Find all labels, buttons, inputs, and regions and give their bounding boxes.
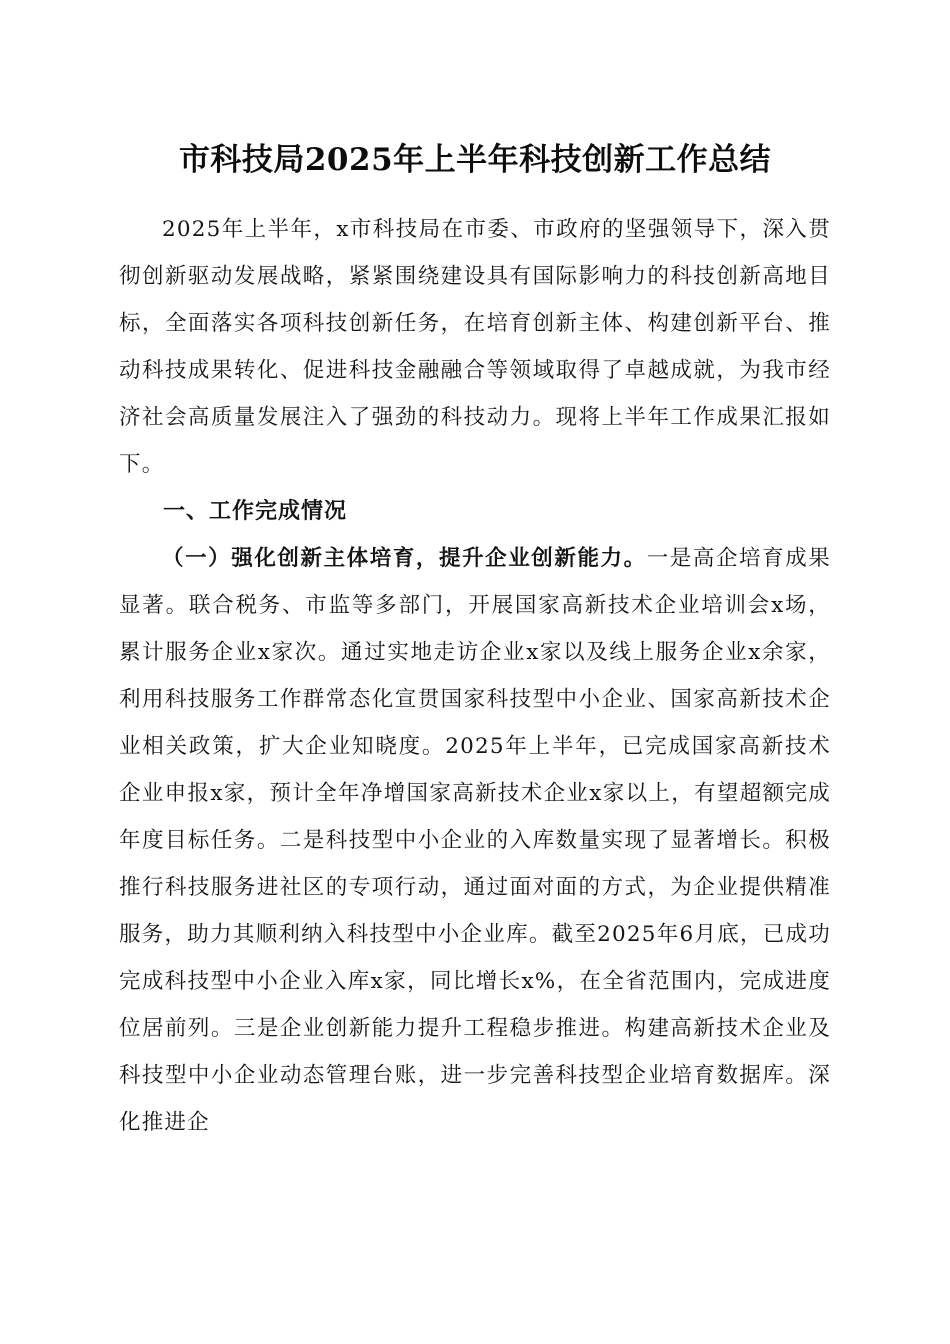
subsection-paragraph [119, 535, 831, 1146]
subsection-heading: （一）强化创新主体培育，提升企业创新能力。 [162, 546, 647, 571]
section-heading-work-completion: 一、工作完成情况 [163, 499, 348, 524]
document-title: 市科技局2025年上半年科技创新工作总结 [178, 142, 772, 178]
subsection-body-text: 一是高企培育成果显著。联合税务、市监等多部门，开展国家高新技术企业培训会x场，累计服务企业x家次。通过实地走访企业x家以及线上服务企业x余家，利用科技服务工作群常态化宣贯国家科技型中小企业、国家高新技术企业相关政策，扩大企业知晓度。2025年上半年，已完成国家高新技术企业申报x家，预计全年净增国家高新技术企业x家以上，有望超额完成年度目标任务。二是科技型中小企业的入库数量实现了显著增长。积极推行科技服务进社区的专项行动，通过面对面的方式，为企业提供精准服务，助力其顺利纳入科技型中小企业库。截至2025年6月底，已成功完成科技型中小企业入库x家，同比增长x%，在全省范围内，完成进度位居前列。三是企业创新能力提升工程稳步推进。构建高新技术企业及科技型中小企业动态管理台账，进一步完善科技型企业培育数据库。深化推进企 [119, 546, 831, 1135]
document-body [119, 206, 831, 1146]
intro-paragraph: 2025年上半年，x市科技局在市委、市政府的坚强领导下，深入贯彻创新驱动发展战略，紧紧围绕建设具有国际影响力的科技创新高地目标，全面落实各项科技创新任务，在培育创新主体、构建创新平台、推动科技成果转化、促进科技金融融合等领域取得了卓越成就，为我市经济社会高质量发展注入了强劲的科技动力。现将上半年工作成果汇报如下。 [119, 217, 831, 477]
